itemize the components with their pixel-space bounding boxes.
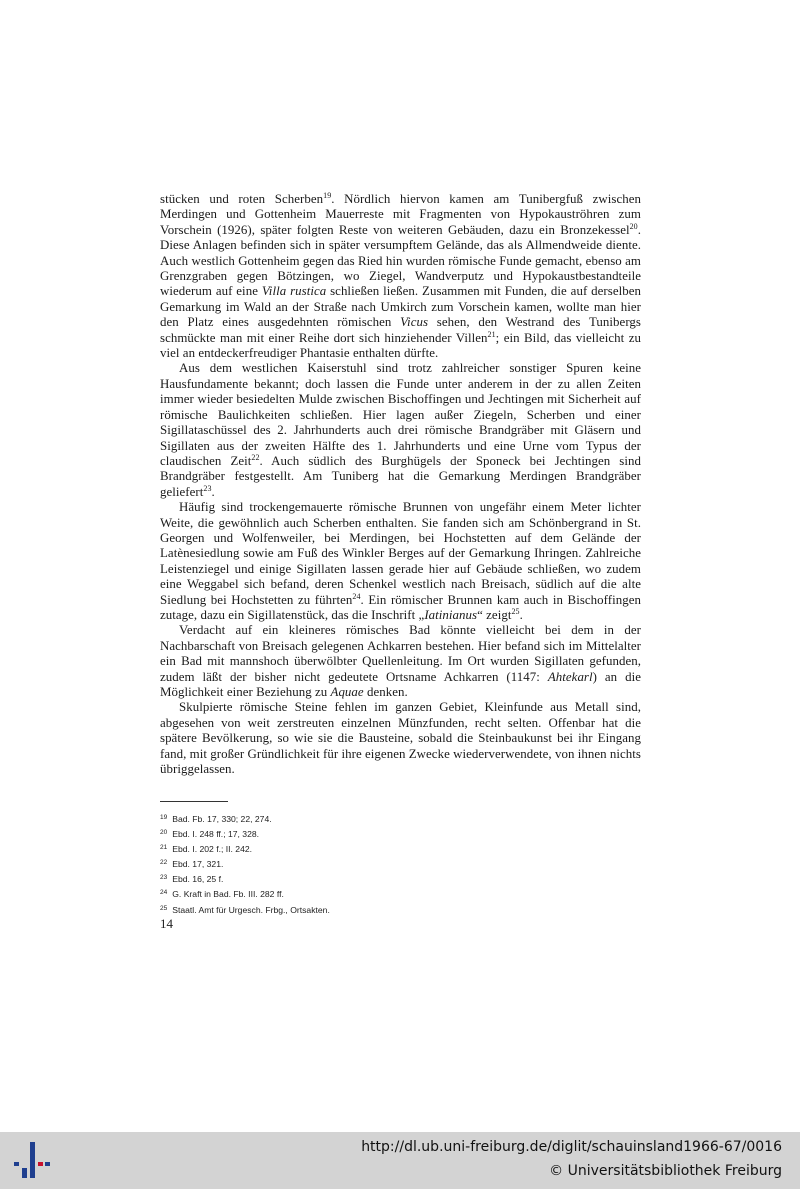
italic-term: Iatinianus <box>424 607 478 622</box>
copyright-text: © Universitätsbibliothek Freiburg <box>549 1163 782 1179</box>
document-url-link[interactable]: http://dl.ub.uni-freiburg.de/diglit/schauinsland1966-67/0016 <box>361 1139 782 1155</box>
text-run: Häufig sind trockengemauerte römische Brunnen von ungefähr einem Meter lichter Weite, die gewöhnlich auch Scherben enthalten. Sie fanden sich am Schönbergrand in St. Georgen und Wolfenweiler, bei Merdingen, bei Hochstetten auf dem Gelände der Latènesiedlung sowie am Fuß des Winkler Berges auf der Gemarkung Ihringen. Zahlreiche Leistenziegel und einige Sigillaten lassen gerade hier auf Gebäude schließen, wo zudem eine Weggabel sich befand, deren Schenkel westlich nach Breisach, südlich auf die alte Siedlung bei Hochstetten zu führten <box>160 500 641 607</box>
footnote-24 <box>160 886 641 901</box>
footnote-25 <box>160 902 641 917</box>
footnote-23 <box>160 871 641 886</box>
footnote-number: 24 <box>160 889 168 897</box>
footnote-text: G. Kraft in Bad. Fb. III. 282 ff. <box>172 889 284 900</box>
page-number: 14 <box>160 916 173 931</box>
viewer-footer-bar <box>0 1132 800 1189</box>
footnotes <box>160 811 641 917</box>
text-run: schließen ließen. Zusammen mit Funden, die auf derselben Gemarkung im Wald an der Straße nach Umkirch zum Vorschein kamen, wollte man hier den Platz eines ausgedehnten römischen <box>160 284 641 330</box>
footnote-number: 20 <box>160 829 168 837</box>
paragraph <box>160 361 641 500</box>
text-run: . Auch südlich des Burghügels der Sponeck bei Jechtingen sind Brandgräber festgestellt. Am Tuniberg hat die Gemarkung Merdingen Brandgräber geliefert <box>160 453 641 499</box>
footnote-number: 19 <box>160 814 168 821</box>
text-run: Verdacht auf ein kleineres römisches Bad könnte vielleicht bei dem in der Nachbarschaft von Breisach gelegenen Achkarren bestehen. Hier befand sich im Mittelalter ein Bad mit mannshoch überwölbter Quellenleitung. Im Ort wurden Sigillaten gefunden, zudem läßt der bisher nicht gedeutete Ortsname Achkarren (1147: <box>160 623 641 684</box>
footnote-text: Ebd. I. 248 ff.; 17, 328. <box>172 829 260 840</box>
footnote-21 <box>160 841 641 856</box>
italic-term: Ahtekarl <box>547 669 593 684</box>
paragraph <box>160 192 641 361</box>
footnote-22 <box>160 856 641 871</box>
footnote-number: 21 <box>160 844 168 852</box>
paragraph <box>160 700 641 777</box>
text-run: sehen, den Westrand des Tunibergs schmückte man mit einer Reihe dort sich hinziehender Villen <box>160 315 641 345</box>
text-run: “ zeigt <box>477 607 512 622</box>
italic-term: Villa rustica <box>261 284 327 299</box>
footnote-text: Ebd. 17, 321. <box>172 859 224 870</box>
footnote-ref: 24 <box>352 591 361 601</box>
text-run: . Nördlich hiervon kamen am Tunibergfuß zwischen Merdingen und Gottenheim Mauerreste mit Fragmenten von Hypokauströhren zum Vorschein (1926), später folgten Reste von weiteren Gebäuden, dazu ein Bronzekessel <box>160 192 641 237</box>
text-run: . Diese Anlagen befinden sich in später versumpftem Gelände, das als Allmendweide diente. Auch westlich Gottenheim gegen das Ried hin wurden römische Funde gemacht, ebenso am Grenzgraben gegen Bötzingen, wo Ziegel, Wandverputz und Hypokaustbestandteile wiederum auf eine <box>160 222 641 299</box>
text-run: Aus dem westlichen Kaiserstuhl sind trotz zahlreicher sonstiger Spuren keine Hausfundamente bekannt; doch lassen die Funde unter anderem in der zu allen Zeiten immer wieder besiedelten Mulde zwischen Bischoffingen und Jechtingen mit Sicherheit auf römische Baulichkeiten schließen. Hier lagen außer Ziegeln, Scherben und einer Sigillataschüssel des 2. Jahrhunderts auch drei römische Brandgräber mit Gläsern und Sigillaten aus der zweiten Hälfte des 1. Jahrhunderts und eine Urne vom Typus der claudischen Zeit <box>160 361 641 468</box>
text-run: stücken und roten Scherben <box>160 192 324 206</box>
footnote-ref: 19 <box>323 191 332 200</box>
ub-freiburg-logo-icon[interactable] <box>12 1140 52 1180</box>
text-run: . <box>211 484 215 499</box>
paragraph <box>160 500 641 623</box>
footnote-text: Ebd. I. 202 f.; II. 242. <box>172 844 253 855</box>
text-run: ) an die Möglichkeit einer Beziehung zu <box>160 669 641 699</box>
footnote-rule <box>160 801 228 802</box>
footnote-number: 22 <box>160 859 168 867</box>
text-run: denken. <box>363 685 408 699</box>
paragraph <box>160 623 641 700</box>
body-text <box>160 192 641 777</box>
text-run: Skulpierte römische Steine fehlen im ganzen Gebiet, Kleinfunde aus Metall sind, abgesehen von weit zerstreuten einzelnen Münzfunden, recht selten. Offenbar hat die spätere Bevölkerung, so wie sie die Bausteine, sobald die Steinbaukunst bei ihr Eingang fand, mit großer Gründlichkeit für ihre eigenen Zwecke wiederverwendete, von ihnen nichts übriggelassen. <box>160 700 641 777</box>
footnote-ref: 22 <box>251 452 260 462</box>
footnote-20 <box>160 826 641 841</box>
text-run: . <box>519 607 523 622</box>
footnote-number: 23 <box>160 874 168 882</box>
footnote-number: 25 <box>160 904 168 912</box>
italic-term: Aquae <box>330 685 364 699</box>
footnote-ref: 20 <box>629 221 638 231</box>
italic-term: Vicus <box>400 315 429 330</box>
footnote-ref: 21 <box>487 329 496 339</box>
footnote-19 <box>160 811 641 826</box>
footnote-text: Staatl. Amt für Urgesch. Frbg., Ortsakten. <box>172 904 330 915</box>
footnote-ref: 25 <box>511 606 520 616</box>
text-run: ; ein Bild, das vielleicht zu viel an entdeckerfreudiger Phantasie enthalten dürfte. <box>160 330 641 361</box>
text-run: . Ein römischer Brunnen kam auch in Bischoffingen zutage, dazu ein Sigillatenstück, das die Inschrift „ <box>160 592 642 622</box>
footnote-ref: 23 <box>203 483 212 493</box>
footnote-text: Ebd. 16, 25 f. <box>172 874 224 885</box>
footnote-text: Bad. Fb. 17, 330; 22, 274. <box>172 814 272 824</box>
